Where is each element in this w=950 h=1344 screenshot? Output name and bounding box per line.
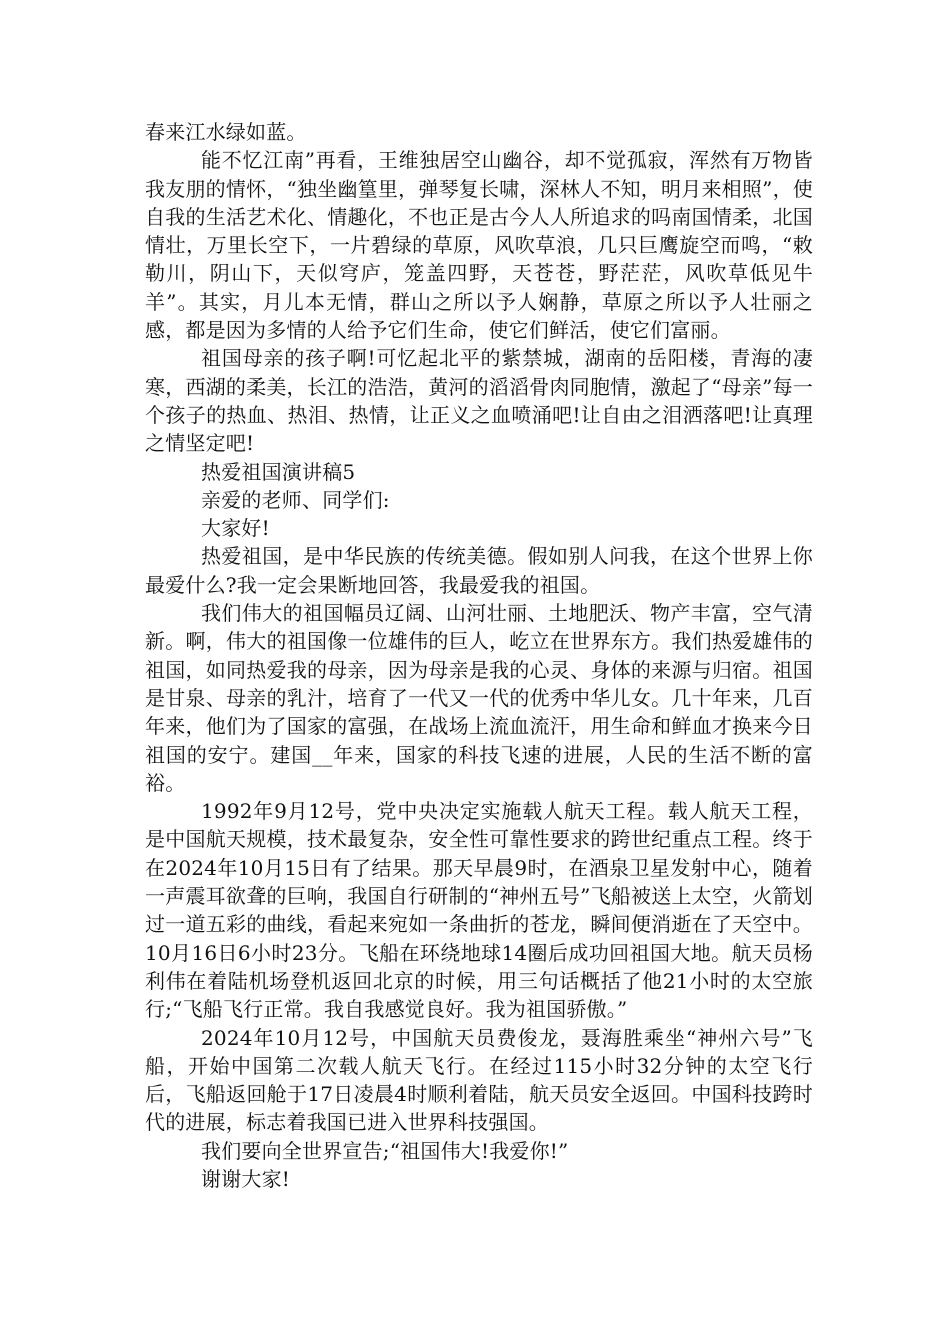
paragraph-8: 我们伟大的祖国幅员辽阔、山河壮丽、土地肥沃、物产丰富，空气清新。啊，伟大的祖国像一位雄伟的巨人，屹立在世界东方。我们热爱雄伟的祖国，如同热爱我的母亲，因为母亲是我的心灵、身体的来源与归宿。祖国是甘泉、母亲的乳汁，培育了一代又一代的优秀中华儿女。几十年来，几百年来，他们为了国家的富强，在战场上流血流汗，用生命和鲜血才换来今日祖国的安宁。建国__年来，国家的科技飞速的进展，人民的生活不断的富裕。: [145, 601, 813, 795]
salutation: 亲爱的老师、同学们:: [201, 487, 390, 512]
paragraph-7: 热爱祖国，是中华民族的传统美德。假如别人问我，在这个世界上你最爱什么?我一定会果断地回答，我最爱我的祖国。: [145, 544, 813, 597]
declaration: 我们要向全世界宣告;“祖国伟大!我爱你!”: [201, 1138, 569, 1163]
greeting: 大家好!: [201, 516, 270, 541]
closing: 谢谢大家!: [201, 1166, 291, 1191]
paragraph-9: 1992年9月12号，党中央决定实施载人航天工程。载人航天工程，是中国航天规模，技术最复杂，安全性可靠性要求的跨世纪重点工程。终于在2024年10月15日有了结果。那天早晨9时，在酒泉卫星发射中心，随着一声震耳欲聋的巨响，我国自行研制的“神州五号”飞船被送上太空，火箭划过一道五彩的曲线，看起来宛如一条曲折的苍龙，瞬间便消逝在了天空中。10月16日6小时23分。飞船在环绕地球14圈后成功回祖国大地。航天员杨利伟在着陆机场登机返回北京的时候，用三句话概括了他21小时的太空旅行;“飞船飞行正常。我自我感觉良好。我为祖国骄傲。”: [145, 799, 813, 1022]
section-title: 热爱祖国演讲稿5: [201, 459, 356, 484]
paragraph-2: 能不忆江南”再看，王维独居空山幽谷，却不觉孤寂，浑然有万物皆我友朋的情怀，“独坐幽篁里，弹琴复长啸，深林人不知，明月来相照”，使自我的生活艺术化、情趣化，不也正是古今人人所追求的吗南国情柔，北国情壮，万里长空下，一片碧绿的草原，风吹草浪，几只巨鹰旋空而鸣，“敕勒川，阴山下，天似穹庐，笼盖四野，天苍苍，野茫茫，风吹草低见牛羊”。其实，月儿本无情，群山之所以予人娴静，草原之所以予人壮丽之感，都是因为多情的人给予它们生命，使它们鲜活，使它们富丽。: [145, 148, 813, 343]
paragraph-1: 春来江水绿如蓝。: [145, 120, 307, 144]
paragraph-3: 祖国母亲的孩子啊!可忆起北平的紫禁城，湖南的岳阳楼，青海的凄寒，西湖的柔美，长江的浩浩，黄河的滔滔骨肉同胞情，激起了“母亲”每一个孩子的热血、热泪、热情，让正义之血喷涌吧!让自由之泪洒落吧!让真理之情坚定吧!: [145, 346, 813, 456]
document-body: [145, 118, 813, 1193]
paragraph-10: 2024年10月12号，中国航天员费俊龙，聂海胜乘坐“神州六号”飞船，开始中国第二次载人航天飞行。在经过115小时32分钟的太空飞行后，飞船返回舱于17日凌晨4时顺利着陆，航天员安全返回。中国科技跨时代的进展，标志着我国已进入世界科技强国。: [145, 1025, 813, 1135]
